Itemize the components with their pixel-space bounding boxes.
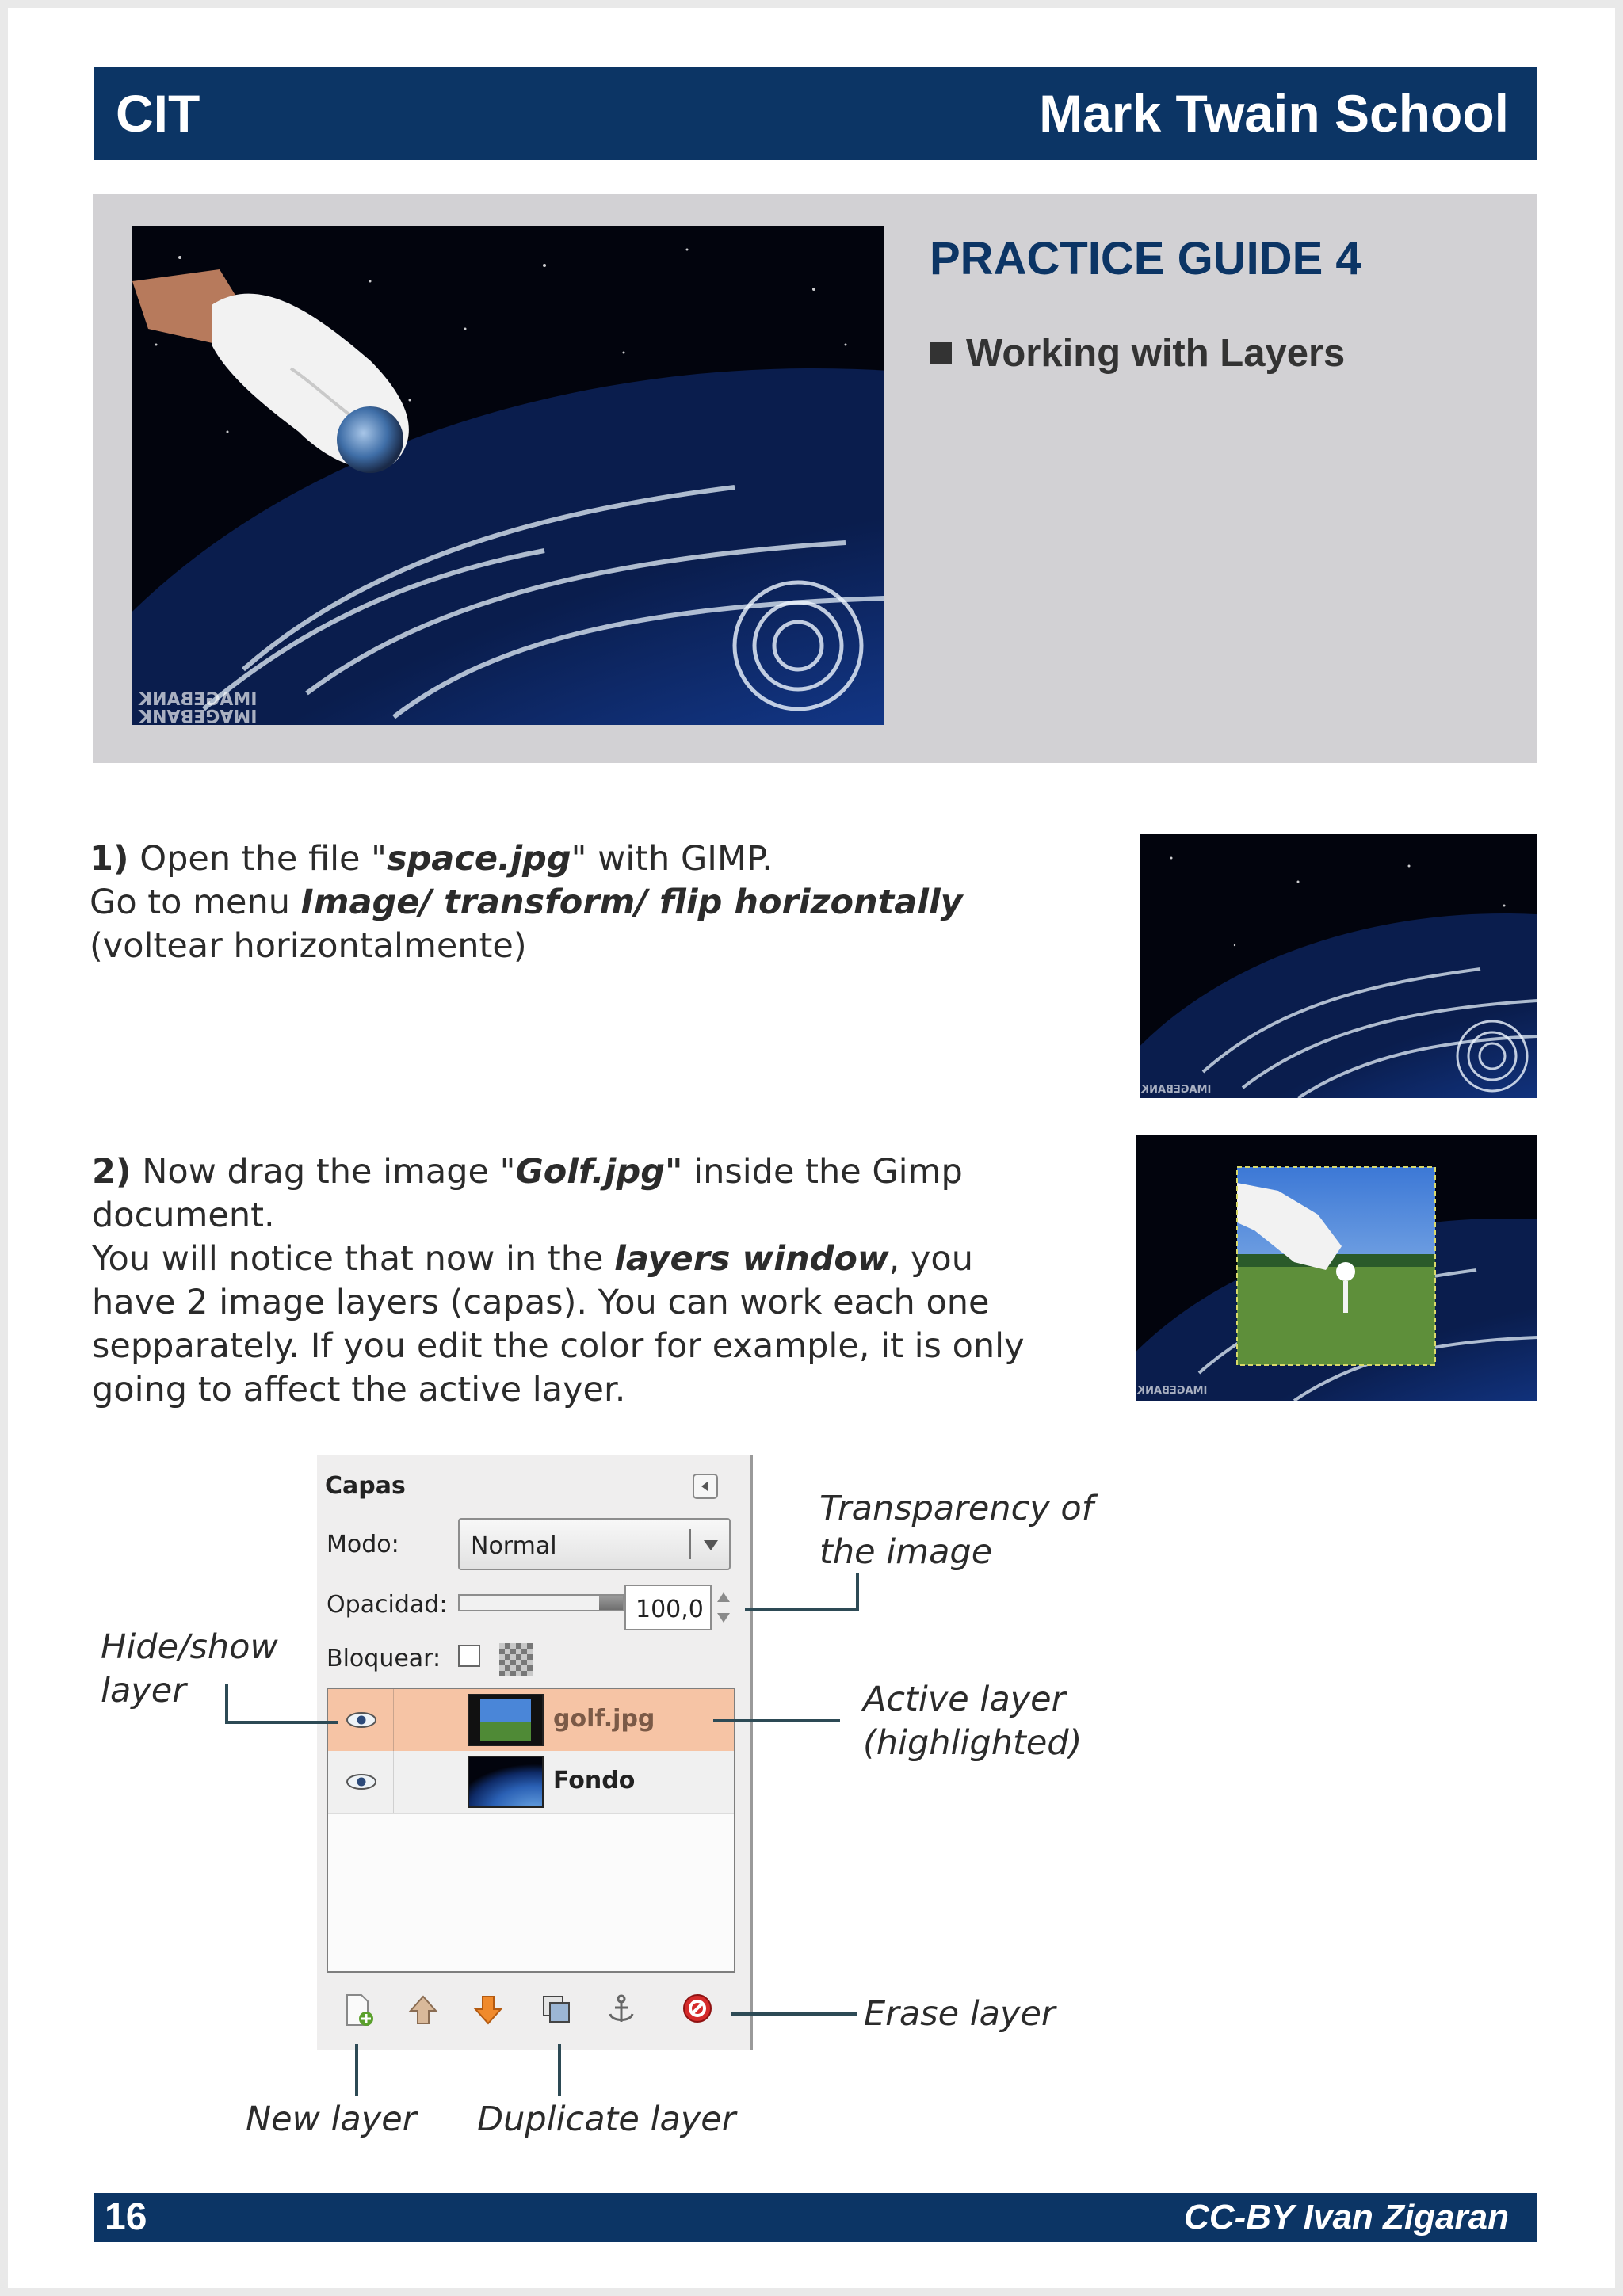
footer-bar — [94, 2193, 1537, 2242]
golf-composite-watermark: IMAGEBANK — [1137, 1385, 1208, 1397]
eye-icon[interactable] — [344, 1710, 379, 1730]
opacity-slider[interactable] — [458, 1594, 624, 1611]
duplicate-line — [558, 2044, 561, 2096]
raise-layer-icon[interactable] — [407, 1992, 439, 2028]
callout-erase: Erase layer — [864, 1994, 1056, 2034]
mode-label: Modo: — [327, 1531, 399, 1558]
layers-button-bar — [317, 1987, 750, 2035]
footer-credit: CC-BY Ivan Zigaran — [1184, 2198, 1509, 2237]
mode-select-value: Normal — [471, 1532, 557, 1560]
chevron-down-icon — [699, 1533, 723, 1557]
lock-pixels-checkbox[interactable] — [458, 1645, 480, 1667]
layer-divider — [393, 1751, 394, 1813]
space-flipped-watermark: IMAGEBANK — [1141, 1084, 1212, 1096]
dialog-title: Capas — [325, 1472, 406, 1500]
bullet-square-icon — [930, 342, 952, 364]
transparency-line-h — [745, 1608, 859, 1611]
space-flipped-art — [1140, 834, 1537, 1098]
callout-new-layer: New layer — [246, 2100, 417, 2139]
opacity-label: Opacidad: — [327, 1591, 448, 1619]
select-divider — [689, 1529, 691, 1559]
step1-paragraph: 1) Open the file "space.jpg" with GIMP. Go to menu Image/ transform/ flip horizontally (voltear horizontalmente) — [90, 839, 963, 966]
space-flipped-image — [1140, 834, 1537, 1098]
anchor-layer-icon[interactable] — [605, 1992, 637, 2028]
layer-row-fondo[interactable] — [328, 1751, 734, 1814]
guide-subtitle-text: Working with Layers — [966, 332, 1346, 375]
layer-name-fondo: Fondo — [553, 1767, 636, 1794]
layer-thumbnail-fondo — [468, 1756, 544, 1808]
banner-watermark: IMAGEBANK — [139, 690, 258, 710]
layer-list — [327, 1688, 735, 1973]
mode-select[interactable] — [458, 1518, 731, 1570]
opacity-input[interactable] — [624, 1585, 712, 1630]
header-left-text: CIT — [116, 84, 200, 143]
step2-paragraph: 2) Now drag the image "Golf.jpg" inside the Gimp document. You will notice that now in the layers window, you have 2 image layers (capas). You can work each one sepparately. If you edit the color for example, it is only going to affect the active layer. — [92, 1152, 1025, 1409]
duplicate-layer-icon[interactable] — [540, 1992, 572, 2028]
layers-dialog — [317, 1455, 753, 2050]
callout-transparency: Transparency of the image — [819, 1489, 1094, 1572]
layer-thumbnail-golf — [468, 1694, 544, 1746]
new-layer-icon[interactable] — [342, 1992, 374, 2028]
spin-arrows-icon — [713, 1585, 734, 1630]
banner-image-art — [132, 226, 884, 725]
callout-hide-show: Hide/show layer — [101, 1627, 278, 1711]
guide-title: PRACTICE GUIDE 4 — [930, 233, 1361, 284]
golf-composite-art — [1136, 1135, 1537, 1401]
delete-layer-icon[interactable] — [680, 1990, 715, 2027]
layer-row-golf[interactable] — [328, 1689, 734, 1752]
header-right-text: Mark Twain School — [1039, 84, 1509, 143]
opacity-value: 100,0 — [636, 1596, 704, 1623]
banner-image — [132, 226, 884, 725]
page-number: 16 — [105, 2196, 147, 2238]
eye-icon[interactable] — [344, 1772, 379, 1792]
lower-layer-icon[interactable] — [472, 1992, 504, 2028]
new-layer-line — [355, 2044, 358, 2096]
banner-watermark-2: IMAGEBANK — [139, 705, 258, 725]
callout-duplicate: Duplicate layer — [477, 2100, 736, 2139]
opacity-slider-fill — [599, 1596, 623, 1610]
transparency-line-v — [856, 1573, 859, 1611]
golf-composite-image — [1136, 1135, 1537, 1401]
erase-line — [731, 2012, 857, 2016]
lock-label: Bloquear: — [327, 1645, 441, 1672]
header-bar — [94, 67, 1537, 160]
triangle-left-icon — [694, 1475, 716, 1497]
dialog-menu-button[interactable] — [693, 1474, 718, 1499]
layer-name-golf: golf.jpg — [553, 1705, 655, 1733]
hide-show-line-h — [225, 1721, 338, 1724]
layer-divider — [393, 1689, 394, 1751]
callout-active-layer: Active layer (highlighted) — [863, 1680, 1083, 1763]
guide-subtitle — [930, 331, 1345, 376]
opacity-spin[interactable] — [713, 1585, 734, 1630]
active-layer-line — [713, 1719, 840, 1722]
lock-alpha-icon[interactable] — [499, 1643, 533, 1676]
